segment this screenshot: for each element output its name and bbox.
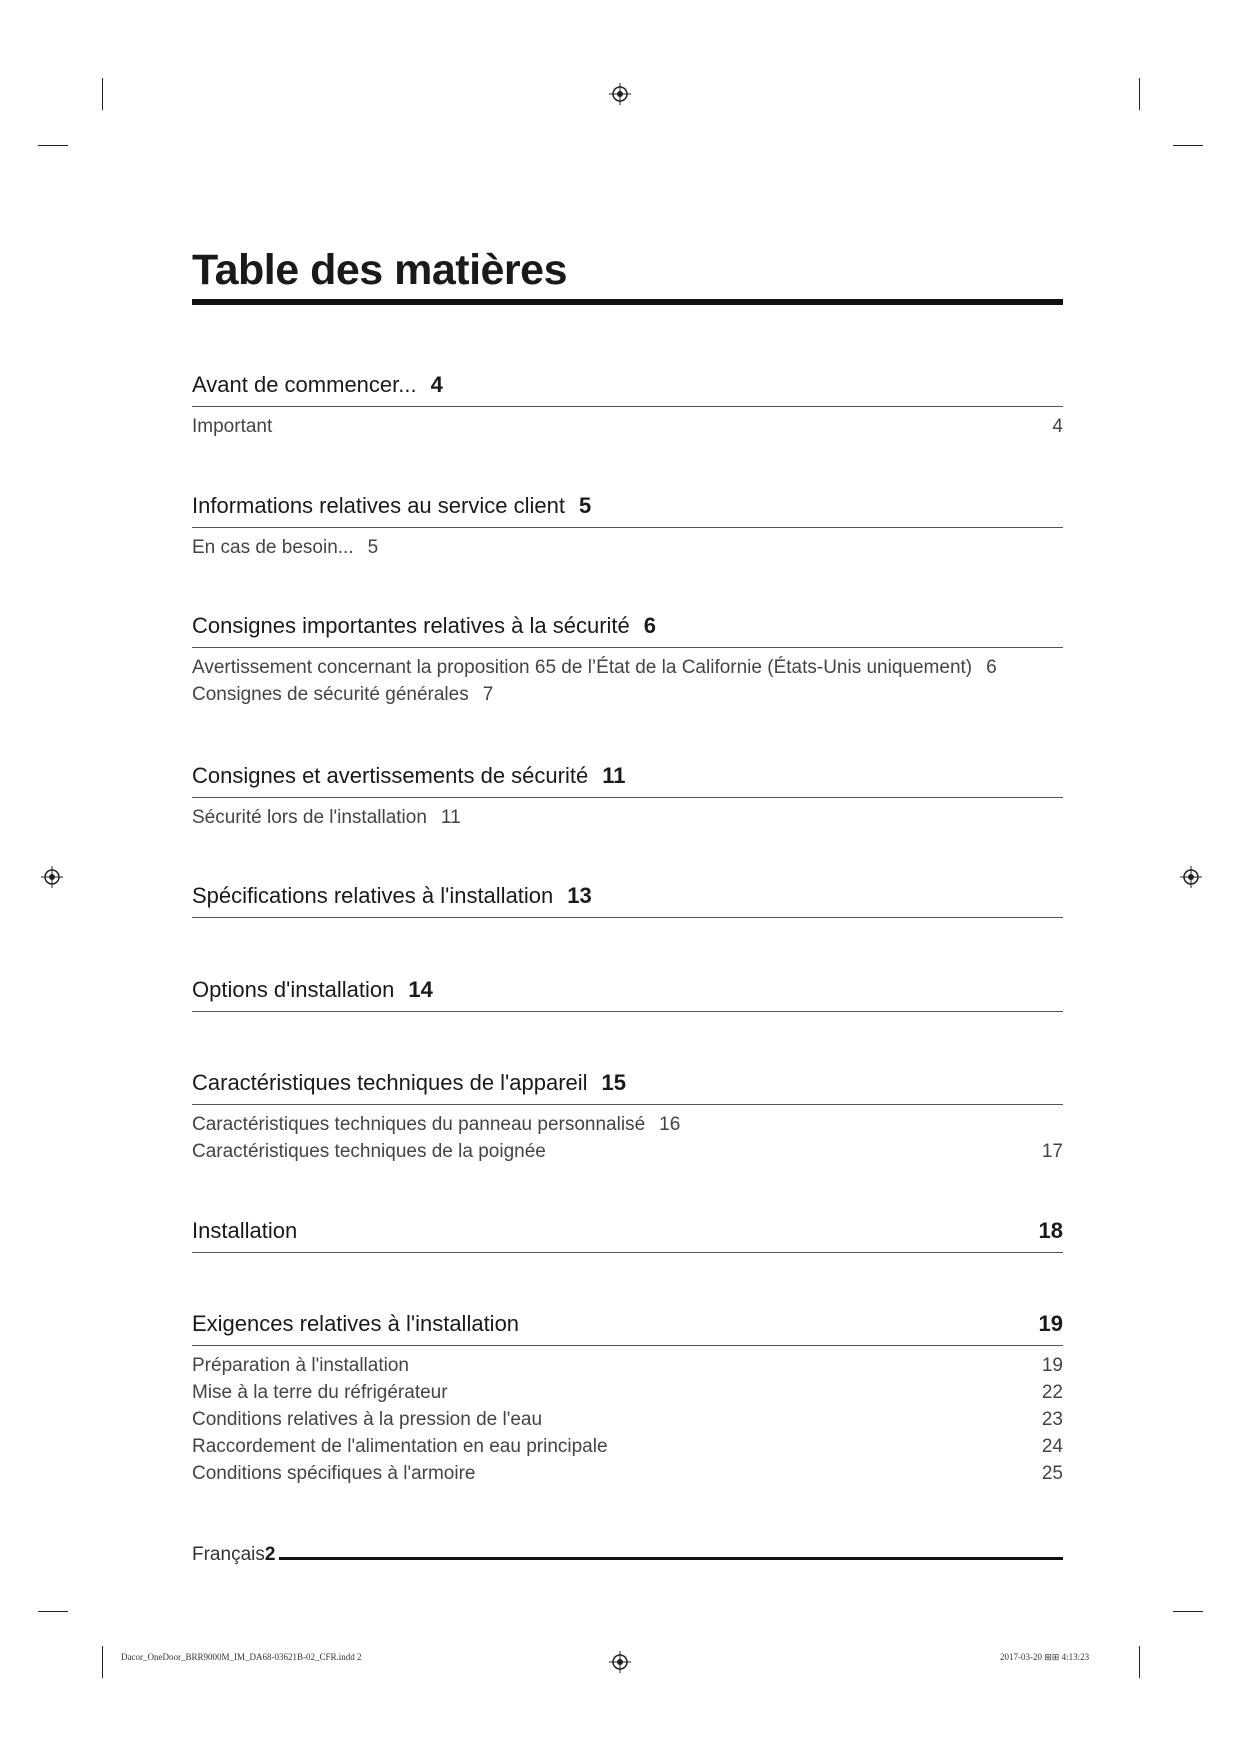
crop-mark-bottom-right-vertical <box>1139 1646 1140 1678</box>
toc-section-title: Consignes importantes relatives à la sécurité <box>192 613 630 638</box>
toc-entry-list <box>192 804 1063 831</box>
toc-entry[interactable] <box>192 1111 1063 1138</box>
toc-entry-page: 24 <box>1041 1436 1063 1457</box>
crop-mark-bottom-right-horizontal <box>1173 1611 1203 1612</box>
toc-section-heading[interactable] <box>192 491 1063 528</box>
toc-entry-page: 19 <box>1041 1355 1063 1376</box>
toc-entry-page: 17 <box>1041 1141 1063 1162</box>
toc-section-page: 6 <box>643 613 657 638</box>
toc-entry-label: Caractéristiques techniques de la poignée <box>192 1141 546 1162</box>
toc-section-heading[interactable] <box>192 611 1063 648</box>
toc-entry-label: Sécurité lors de l'installation <box>192 807 427 828</box>
toc-entry-label: En cas de besoin... <box>192 537 354 558</box>
toc-section <box>192 761 1063 831</box>
crop-mark-bottom-left-horizontal <box>38 1611 68 1612</box>
toc-section-page: 14 <box>408 977 433 1002</box>
toc-section-heading[interactable] <box>192 370 1063 407</box>
toc-entry-page: 16 <box>659 1114 681 1135</box>
toc-section-heading[interactable] <box>192 1068 1063 1105</box>
toc-entry-page: 5 <box>367 537 379 558</box>
registration-mark-icon <box>1180 866 1202 888</box>
toc-entry-page: 4 <box>1052 416 1063 437</box>
toc-entry-label: Préparation à l'installation <box>192 1355 409 1376</box>
footer-rule <box>279 1557 1063 1560</box>
toc-entry-list <box>192 654 1063 708</box>
toc-entry-page: 23 <box>1041 1409 1063 1430</box>
toc-entry-list <box>192 1352 1063 1487</box>
title-rule <box>192 299 1063 305</box>
toc-entry-label: Important <box>192 416 273 437</box>
toc-entry-label: Conditions relatives à la pression de l'eau <box>192 1409 543 1430</box>
toc-section-title: Informations relatives au service client <box>192 493 565 518</box>
toc-section-heading[interactable] <box>192 1216 1063 1253</box>
toc-entry-page: 25 <box>1041 1463 1063 1484</box>
footer-page-number: 2 <box>264 1544 276 1565</box>
toc-section-page: 19 <box>1038 1311 1063 1336</box>
toc-section <box>192 881 1063 918</box>
footer-language: Français <box>192 1544 265 1565</box>
toc-section <box>192 611 1063 708</box>
registration-mark-icon <box>609 83 631 105</box>
toc-entry[interactable] <box>192 804 1063 831</box>
toc-section <box>192 491 1063 561</box>
toc-section <box>192 1068 1063 1165</box>
toc-section-title: Avant de commencer... <box>192 372 417 397</box>
registration-mark-icon <box>609 1651 631 1673</box>
toc-entry[interactable] <box>192 1406 1063 1433</box>
toc-entry[interactable] <box>192 1379 1063 1406</box>
page-title: Table des matières <box>192 246 567 294</box>
toc-entry-list <box>192 1111 1063 1165</box>
toc-section-title: Consignes et avertissements de sécurité <box>192 763 589 788</box>
crop-mark-top-right-vertical <box>1139 78 1140 110</box>
crop-mark-top-left-vertical <box>102 78 103 110</box>
toc-entry[interactable] <box>192 681 1063 708</box>
toc-entry-page: 6 <box>986 657 997 678</box>
print-slug-timestamp: 2017-03-20 ⊞⊞ 4:13:23 <box>1000 1652 1090 1662</box>
toc-section-page: 13 <box>567 883 592 908</box>
toc-section <box>192 1309 1063 1487</box>
toc-entry-page: 11 <box>440 807 461 828</box>
toc-section-page: 15 <box>601 1070 627 1095</box>
toc-section-title: Installation <box>192 1218 298 1243</box>
toc-section <box>192 975 1063 1012</box>
toc-section-page: 4 <box>430 372 443 397</box>
toc-section <box>192 370 1063 440</box>
toc-entry[interactable] <box>192 1352 1063 1379</box>
toc-section-title: Caractéristiques techniques de l'appareil <box>192 1070 588 1095</box>
crop-mark-bottom-left-vertical <box>102 1646 103 1678</box>
toc-entry[interactable] <box>192 654 1063 681</box>
toc-section <box>192 1216 1063 1253</box>
toc-section-title: Options d'installation <box>192 977 395 1002</box>
crop-mark-top-right-horizontal <box>1173 145 1203 146</box>
toc-section-heading[interactable] <box>192 1309 1063 1346</box>
toc-section-heading[interactable] <box>192 975 1063 1012</box>
toc-entry[interactable] <box>192 534 1063 561</box>
toc-entry-label: Conditions spécifiques à l'armoire <box>192 1463 476 1484</box>
toc-entry[interactable] <box>192 1433 1063 1460</box>
toc-entry-page: 22 <box>1041 1382 1063 1403</box>
registration-mark-icon <box>41 866 63 888</box>
print-slug-file: Dacor_OneDoor_BRR9000M_IM_DA68-03621B-02_CFR.indd 2 <box>121 1652 362 1662</box>
toc-entry[interactable] <box>192 413 1063 440</box>
toc-section-page: 5 <box>578 493 592 518</box>
toc-section-page: 11 <box>602 763 626 788</box>
toc-entry-label: Consignes de sécurité générales <box>192 684 469 705</box>
toc-entry[interactable] <box>192 1138 1063 1165</box>
toc-section-page: 18 <box>1038 1218 1063 1243</box>
toc-entry-page: 7 <box>482 684 494 705</box>
toc-entry-label: Avertissement concernant la proposition 65 de l’État de la Californie (États-Unis uniquement) <box>192 657 973 678</box>
toc-entry[interactable] <box>192 1460 1063 1487</box>
toc-section-heading[interactable] <box>192 881 1063 918</box>
toc-entry-label: Raccordement de l'alimentation en eau principale <box>192 1436 608 1457</box>
toc-entry-label: Mise à la terre du réfrigérateur <box>192 1382 448 1403</box>
toc-section-heading[interactable] <box>192 761 1063 798</box>
toc-entry-list <box>192 413 1063 440</box>
toc-entry-label: Caractéristiques techniques du panneau personnalisé <box>192 1114 646 1135</box>
page-footer <box>192 1544 1063 1566</box>
crop-mark-top-left-horizontal <box>38 145 68 146</box>
toc-section-title: Spécifications relatives à l'installation <box>192 883 554 908</box>
toc-section-title: Exigences relatives à l'installation <box>192 1311 520 1336</box>
toc-entry-list <box>192 534 1063 561</box>
